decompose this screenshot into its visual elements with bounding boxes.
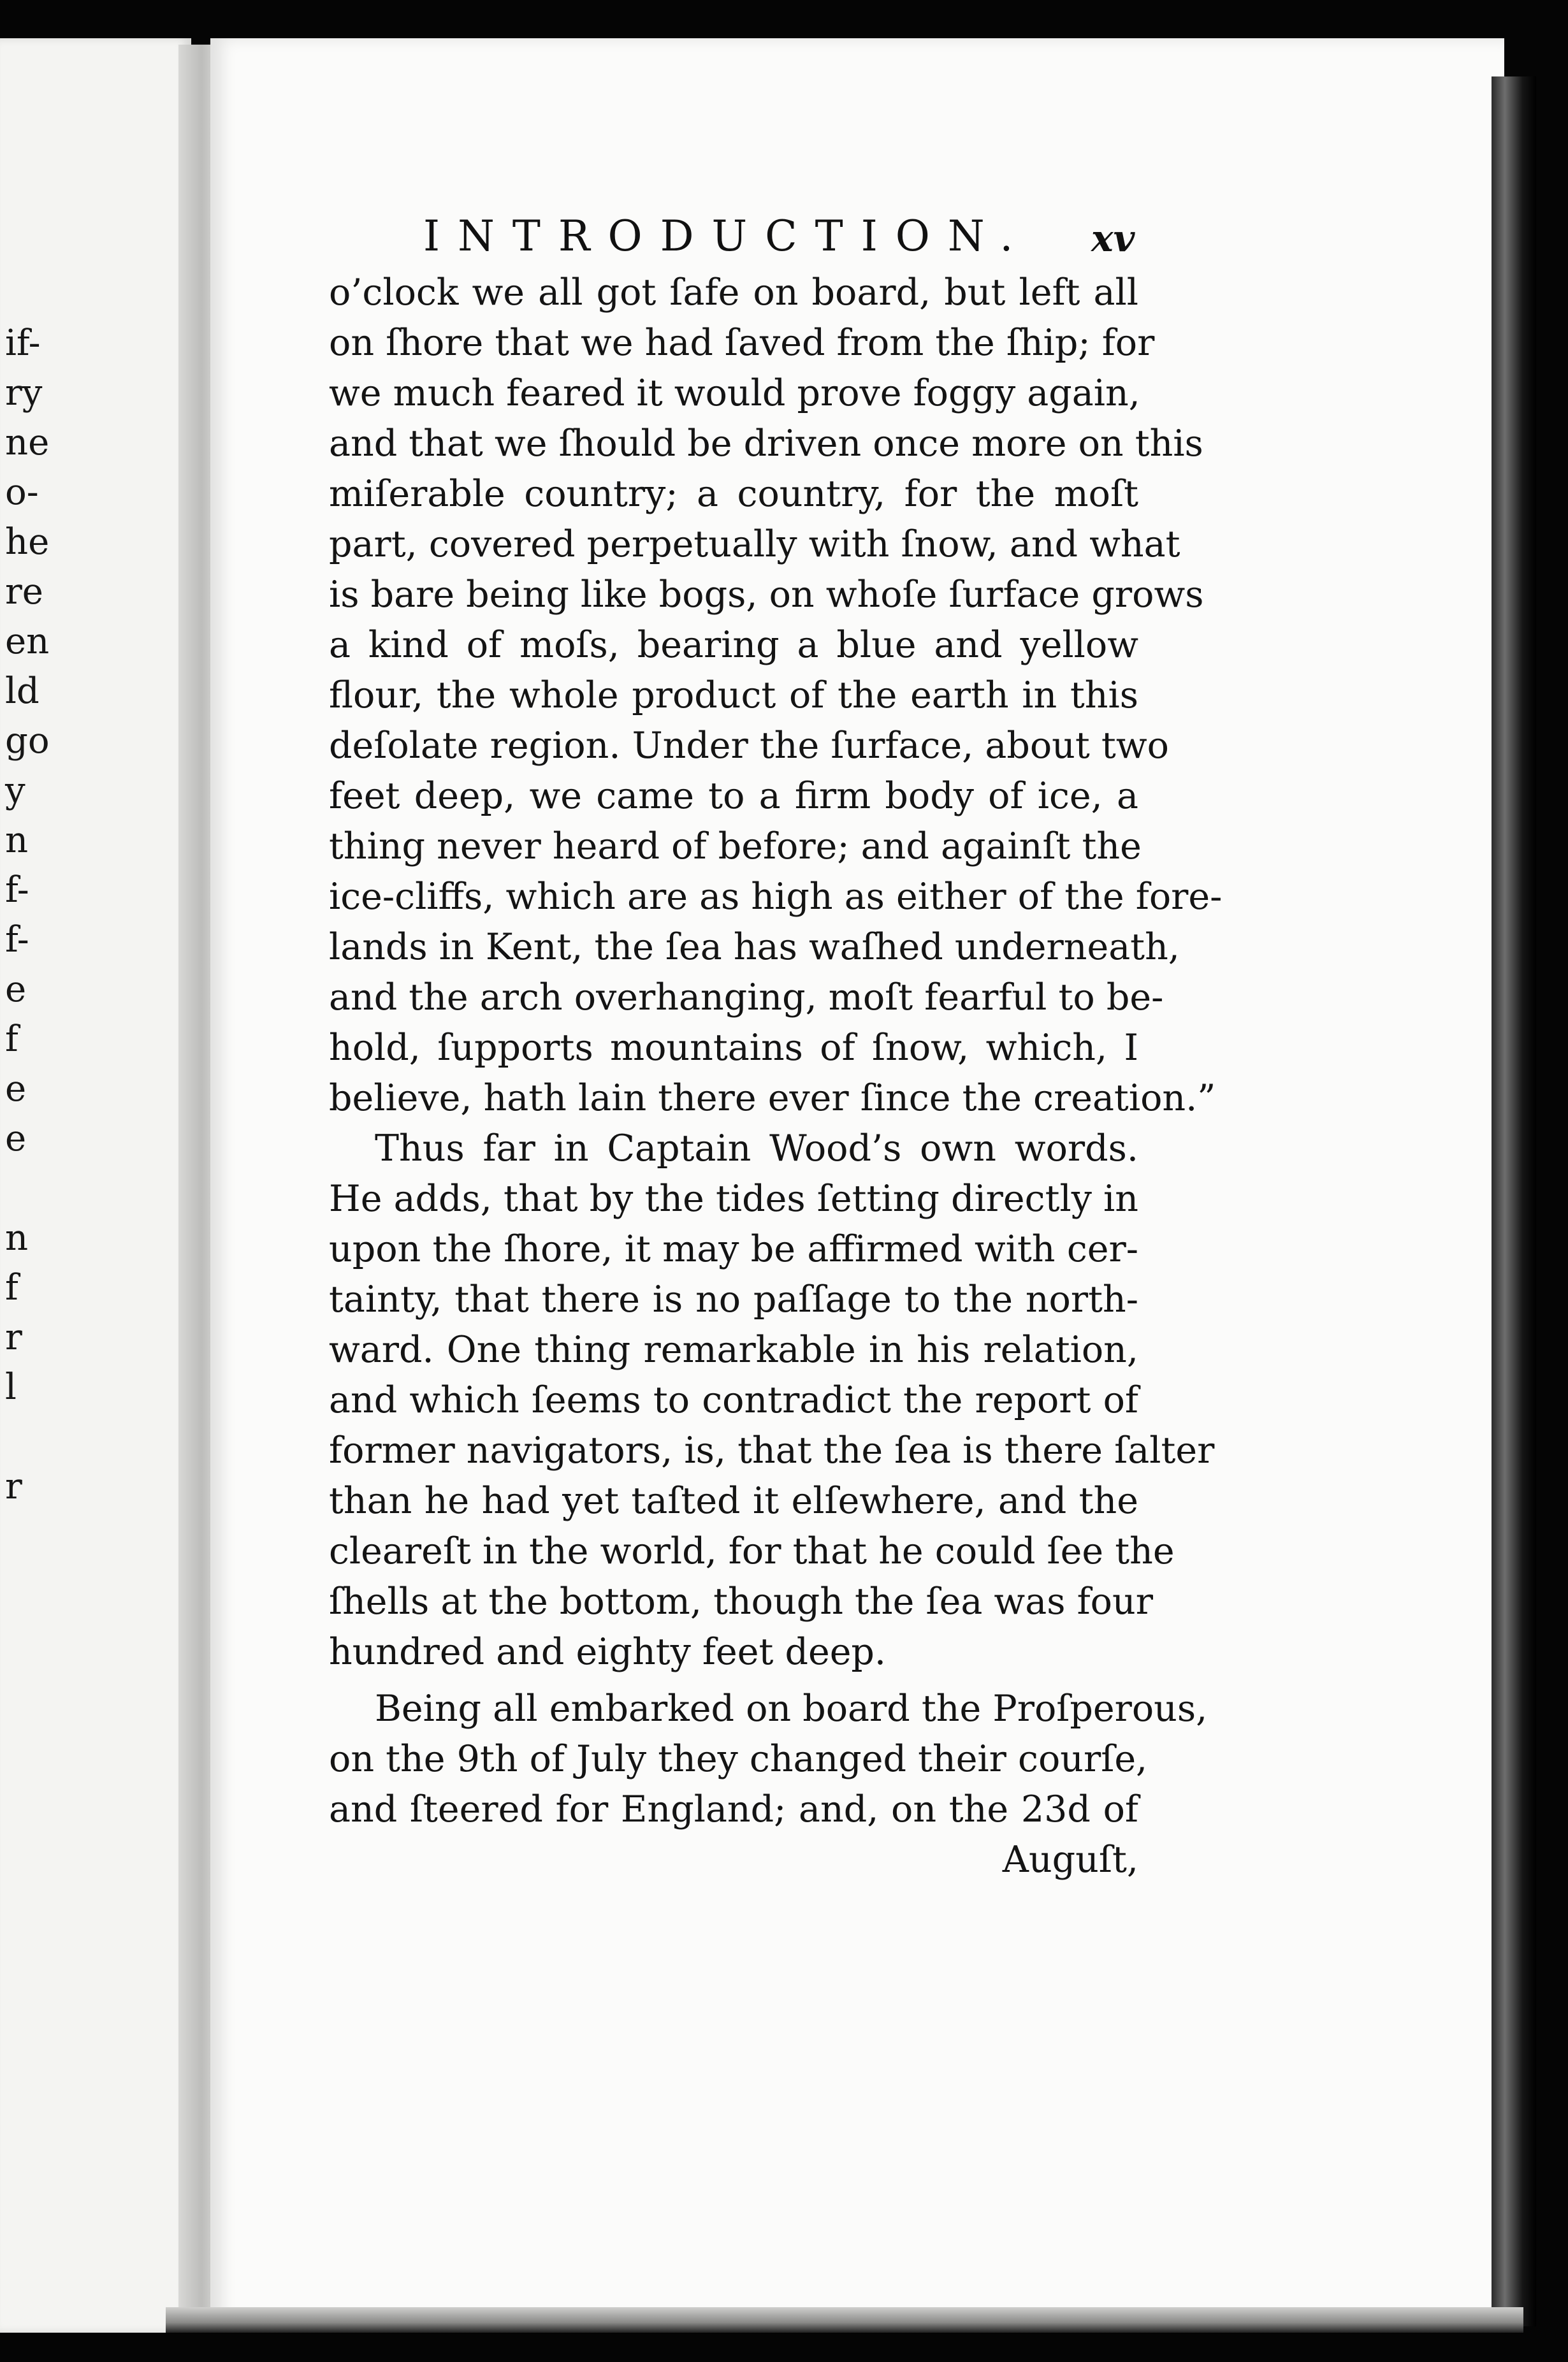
- text-line: thing never heard of before; and againſt the: [329, 825, 1142, 867]
- body-text: [329, 268, 1223, 1885]
- text-line: and that we ſhould be driven once more on this: [329, 423, 1203, 465]
- running-head: INTRODUCTION.: [423, 212, 1031, 261]
- text-line: and ſteered for England; and, on the 23d of: [329, 1788, 1138, 1830]
- catchword: Auguſt,: [1002, 1839, 1138, 1881]
- left-fragment: e: [5, 969, 27, 1010]
- left-fragment: ry: [5, 372, 43, 414]
- left-fragment: y: [5, 770, 25, 811]
- left-page-text-fragments: [5, 319, 50, 1512]
- text-line: flour, the whole product of the earth in this: [329, 674, 1138, 716]
- left-fragment: l: [5, 1366, 17, 1408]
- text-line: cleareſt in the world, for that he could ſee the: [329, 1530, 1175, 1572]
- text-line: deſolate region. Under the ſurface, about two: [329, 725, 1169, 767]
- left-fragment: r: [5, 1317, 22, 1358]
- text-line: ſhells at the bottom, though the ſea was four: [329, 1581, 1153, 1623]
- text-line: than he had yet taſted it elſewhere, and the: [329, 1480, 1138, 1522]
- text-line: on ſhore that we had ſaved from the ſhip; for: [329, 322, 1155, 364]
- left-fragment: f: [5, 1018, 18, 1060]
- left-fragment: [5, 1412, 50, 1462]
- text-line: and the arch overhanging, moſt fearful to be-: [329, 976, 1164, 1018]
- text-line: and which ſeems to contradict the report of: [329, 1379, 1138, 1421]
- left-fragment: f-: [5, 919, 29, 960]
- left-fragment: f-: [5, 869, 29, 911]
- left-fragment: go: [5, 720, 50, 762]
- left-fragment: he: [5, 521, 50, 563]
- text-line: upon the ſhore, it may be affirmed with cer-: [329, 1228, 1138, 1270]
- left-page: [0, 38, 191, 2333]
- left-fragment: o-: [5, 472, 39, 513]
- left-fragment: if-: [5, 322, 41, 364]
- left-fragment: n: [5, 1217, 29, 1259]
- page-edge-bottom: [166, 2307, 1523, 2333]
- page-number: xv: [1091, 217, 1135, 260]
- text-line: feet deep, we came to a firm body of ice, a: [329, 775, 1138, 817]
- paragraph-start-line: Being all embarked on board the Proſperous,: [375, 1688, 1208, 1730]
- left-fragment: e: [5, 1068, 27, 1110]
- left-fragment: [5, 1164, 50, 1214]
- left-fragment: en: [5, 621, 50, 662]
- left-fragment: r: [5, 1466, 22, 1507]
- text-line: part, covered perpetually with ſnow, and what: [329, 523, 1180, 565]
- left-fragment: n: [5, 820, 29, 861]
- left-fragment: e: [5, 1118, 27, 1159]
- text-line: on the 9th of July they changed their courſe,: [329, 1738, 1148, 1780]
- text-line: former navigators, is, that the ſea is there ſalter: [329, 1430, 1215, 1472]
- text-line: we much feared it would prove foggy again,: [329, 372, 1140, 414]
- text-line: hold, ſupports mountains of ſnow, which, I: [329, 1027, 1138, 1069]
- left-fragment: ld: [5, 670, 40, 712]
- text-line: miſerable country; a country, for the moſt: [329, 473, 1138, 515]
- text-line: ward. One thing remarkable in his relation,: [329, 1329, 1138, 1371]
- paragraph-start-line: Thus far in Captain Wood’s own words.: [375, 1127, 1138, 1170]
- left-fragment: re: [5, 571, 43, 612]
- text-line: hundred and eighty feet deep.: [329, 1631, 887, 1673]
- text-line: ice-cliffs, which are as high as either of the fore-: [329, 876, 1223, 918]
- text-line: lands in Kent, the ſea has waſhed underneath,: [329, 926, 1180, 968]
- text-line: He adds, that by the tides ſetting directly in: [329, 1178, 1138, 1220]
- left-fragment: ne: [5, 422, 50, 463]
- text-line: believe, hath lain there ever ſince the creation.”: [329, 1077, 1216, 1119]
- left-fragment: f: [5, 1267, 18, 1308]
- text-line: o’clock we all got ſafe on board, but left all: [329, 272, 1138, 314]
- page-edge-right: [1492, 76, 1536, 2326]
- text-line: is bare being like bogs, on whoſe ſurface grows: [329, 574, 1204, 616]
- text-line: tainty, that there is no paſſage to the north-: [329, 1279, 1138, 1321]
- text-line: a kind of moſs, bearing a blue and yellow: [329, 624, 1138, 666]
